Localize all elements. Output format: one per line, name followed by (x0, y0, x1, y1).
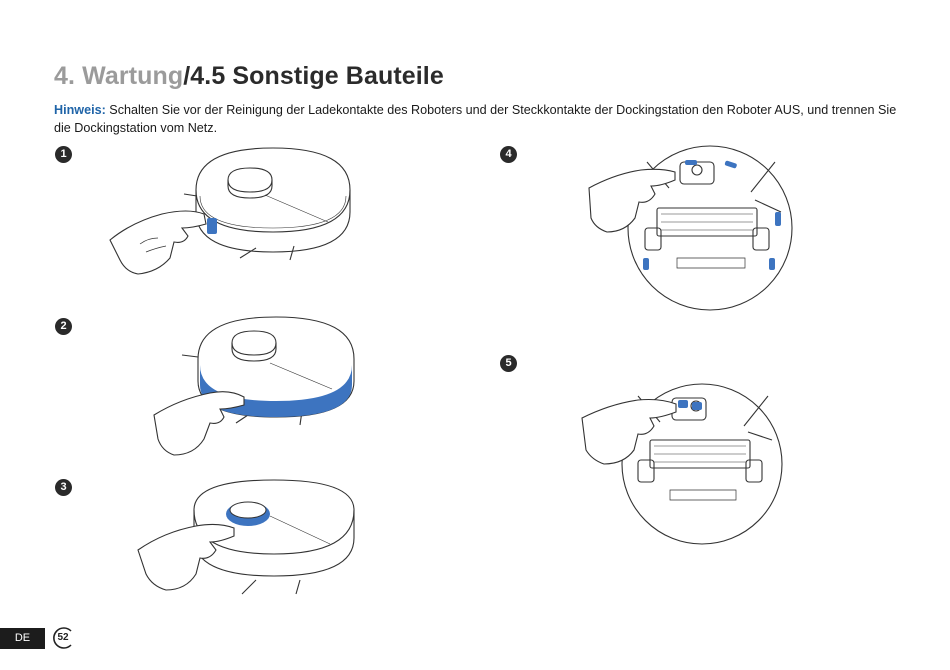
step-3-badge: 3 (55, 479, 72, 496)
step-2-badge: 2 (55, 318, 72, 335)
step-4-badge: 4 (500, 146, 517, 163)
page-number: 52 (57, 632, 69, 643)
section-title: 4. Wartung (54, 62, 184, 90)
safety-note (54, 101, 904, 137)
figure-step-1 (100, 140, 370, 290)
figure-step-4 (585, 140, 800, 315)
figure-step-5 (580, 378, 790, 553)
figure-step-3 (130, 470, 370, 600)
page-title (54, 62, 444, 91)
note-text: Schalten Sie vor der Reinigung der Ladekontakte des Roboters und der Steckkontakte der Dockingstation den Roboter AUS, und trennen Sie die Dockingstation vom Netz. (54, 103, 897, 135)
subsection-title: /4.5 Sonstige Bauteile (183, 62, 444, 90)
note-label: Hinweis: (54, 103, 106, 117)
step-1-badge: 1 (55, 146, 72, 163)
figure-step-2 (140, 305, 380, 465)
step-5-badge: 5 (500, 355, 517, 372)
language-tab: DE (0, 628, 45, 649)
page-number-badge (52, 626, 76, 650)
